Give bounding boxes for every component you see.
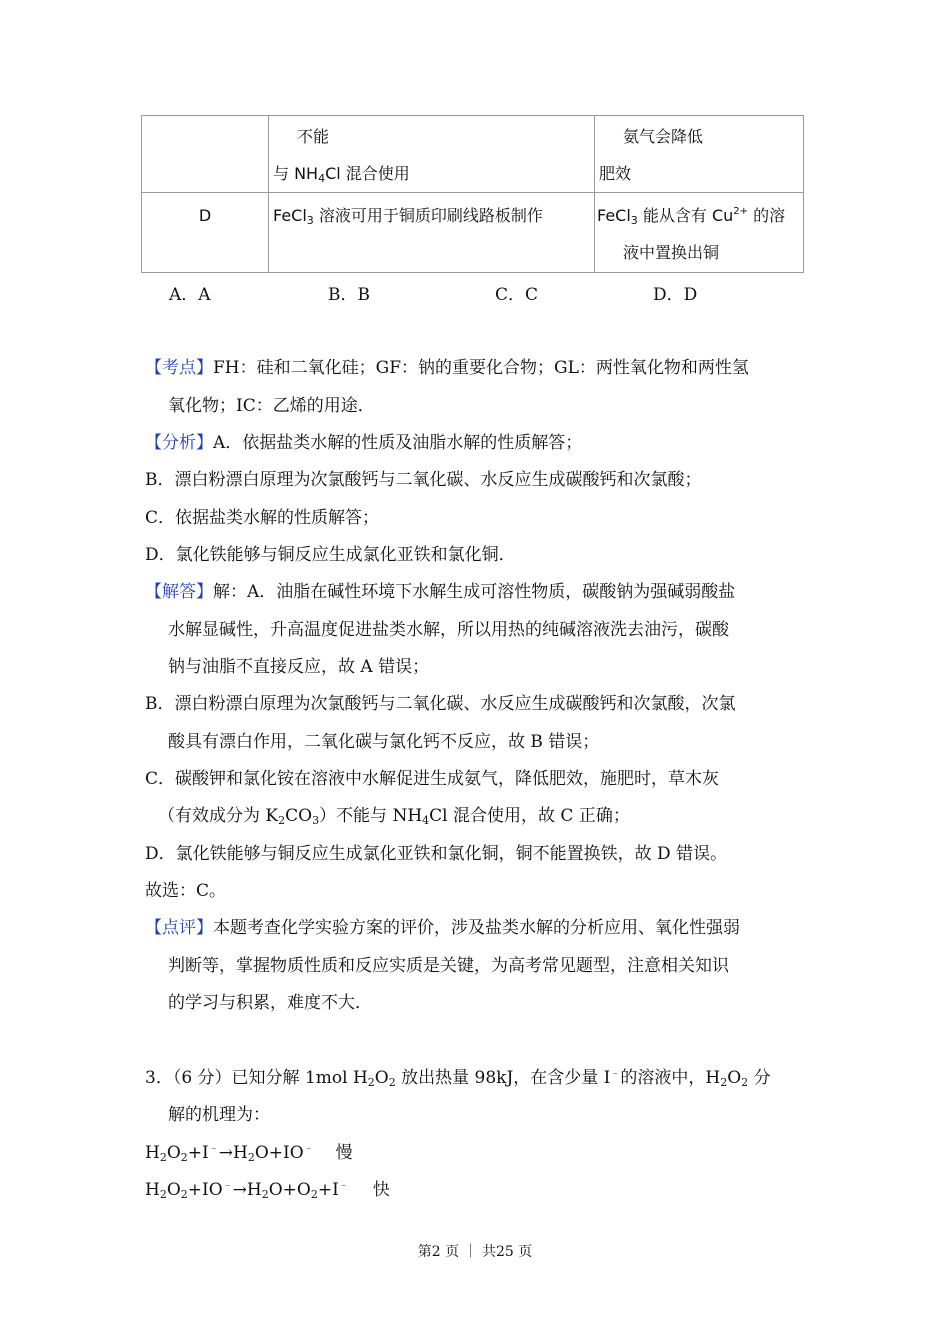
- dianping-line: 判断等，掌握物质性质和反应实质是关键，为高考常见题型，注意相关知识: [168, 956, 729, 976]
- table-cell: [269, 116, 595, 193]
- dianping-tag: 【点评】: [145, 918, 213, 938]
- cell-text: 肥效: [599, 164, 632, 183]
- speed-label: 快: [372, 1180, 390, 1200]
- table-cell: [269, 193, 595, 273]
- jieda-line: C．碳酸钾和氯化铵在溶液中水解促进生成氨气，降低肥效，施肥时，草木灰: [145, 769, 720, 789]
- kaodian-line: 【考点】FH：硅和二氧化硅；GF：钠的重要化合物；GL：两性氧化物和两性氢: [145, 358, 749, 378]
- fenxi-line: C．依据盐类水解的性质解答；: [145, 508, 380, 528]
- answer-choices: [0, 282, 950, 308]
- jieda-line: 酸具有漂白作用，二氧化碳与氯化钙不反应，故 B 错误；: [168, 732, 600, 752]
- jieda-line: B．漂白粉漂白原理为次氯酸钙与二氧化碳、水反应生成碳酸钙和次氯酸，次氯: [145, 694, 736, 714]
- reaction-fast: $H_2O_2+IO^﹣\to H_2O+O_2+I^﹣$ 快: [145, 1180, 390, 1201]
- jieda-line: （有效成分为 $K_2CO_3$）不能与 $NH_4Cl$ 混合使用，故 C 正确；: [158, 806, 630, 827]
- choice-d: D．D: [653, 285, 698, 305]
- kaodian-tag: 【考点】: [145, 358, 213, 378]
- reaction-slow: $H_2O_2+I^﹣\to H_2O+IO^﹣$ 慢: [145, 1143, 353, 1164]
- cell-text: FeCl$_3$ 溶液可用于铜质印刷线路板制作: [273, 206, 543, 227]
- row-label: D: [198, 206, 212, 225]
- jieda-line: 【解答】解：A．油脂在碱性环境下水解生成可溶性物质，碳酸钠为强碱弱酸盐: [145, 582, 736, 602]
- table-cell: [595, 193, 804, 273]
- options-table: [141, 115, 804, 273]
- choice-b: B．B: [328, 285, 370, 305]
- speed-label: 慢: [335, 1143, 353, 1163]
- cell-text: 液中置换出铜: [623, 243, 720, 262]
- dianping-line: 【点评】本题考查化学实验方案的评价，涉及盐类水解的分析应用、氧化性强弱: [145, 918, 740, 938]
- cell-text: 与 $NH_4Cl$ 混合使用: [273, 164, 410, 185]
- page-footer: 第2 页 ｜ 共25 页: [417, 1244, 533, 1260]
- question-3-line: 解的机理为：: [168, 1105, 270, 1125]
- jieda-line: 钠与油脂不直接反应，故 A 错误；: [168, 657, 430, 677]
- cell-text: 氨气会降低: [623, 127, 704, 146]
- jieda-line: 水解显碱性，升高温度促进盐类水解，所以用热的纯碱溶液洗去油污，碳酸: [168, 620, 729, 640]
- jieda-line: D．氯化铁能够与铜反应生成氯化亚铁和氯化铜，铜不能置换铁，故 D 错误。: [145, 844, 728, 864]
- jieda-tag: 【解答】: [145, 582, 213, 602]
- cell-text: FeCl$_3$ 能从含有 $Cu^{2+}$ 的溶: [597, 206, 786, 227]
- cell-text: 不能: [297, 127, 330, 146]
- table-row: [142, 193, 804, 273]
- table-cell: [142, 193, 269, 273]
- kaodian-line: 氧化物；IC：乙烯的用途．: [168, 396, 375, 416]
- fenxi-line: 【分析】A．依据盐类水解的性质及油脂水解的性质解答；: [145, 433, 583, 453]
- table-cell-empty: [142, 116, 269, 193]
- dianping-line: 的学习与积累，难度不大．: [168, 993, 372, 1013]
- table-row: [142, 116, 804, 193]
- choice-c: C．C: [495, 285, 539, 305]
- fenxi-tag: 【分析】: [145, 433, 213, 453]
- fenxi-line: B．漂白粉漂白原理为次氯酸钙与二氧化碳、水反应生成碳酸钙和次氯酸；: [145, 470, 702, 490]
- fenxi-line: D．氯化铁能够与铜反应生成氯化亚铁和氯化铜．: [145, 545, 516, 565]
- question-3-line: 3．（6 分）已知分解 1mol $H_2O_2$ 放出热量 98kJ，在含少量 I﹣的溶液中，$H_2O_2$ 分: [145, 1068, 771, 1089]
- table-cell: [595, 116, 804, 193]
- answer-line: 故选：C。: [145, 881, 227, 901]
- choice-a: A．A: [169, 285, 211, 305]
